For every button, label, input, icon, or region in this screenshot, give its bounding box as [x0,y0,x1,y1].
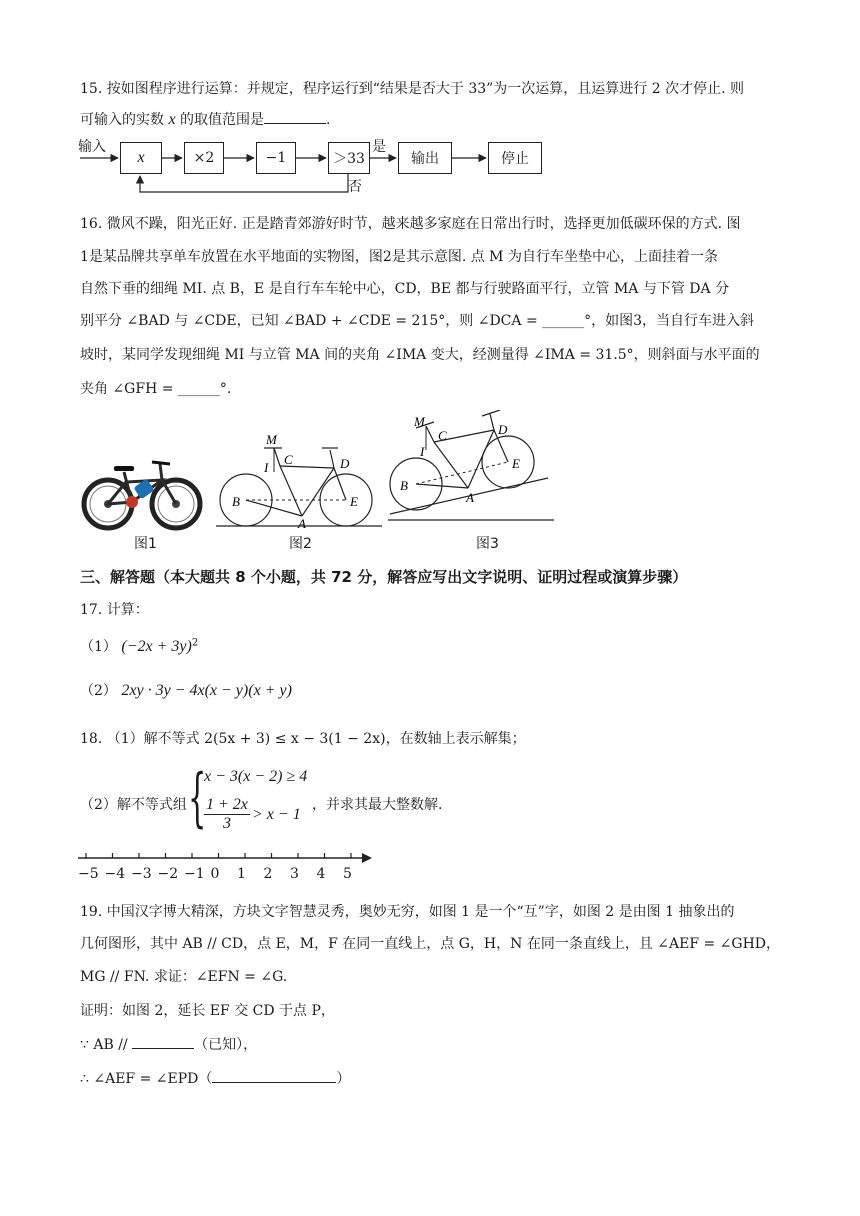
q18-sys-line1: x − 3(x − 2) ≥ 4 [204,768,308,785]
flow-yes-label: 是 [372,139,386,155]
flow-box-x-text: x [137,149,145,166]
q19-line6 [80,1068,350,1088]
fig3-label-C: C [438,428,447,443]
number-line-tick-label: −4 [104,866,126,882]
fig3-label-M: M [414,414,425,429]
fig2-label-A: A [298,516,306,530]
number-line-tick-label: 4 [316,866,326,882]
fig3-label-I: I [420,444,425,459]
q17-stem: 17. 计算： [80,602,149,618]
fig2-label-B: B [232,494,240,509]
q19-line1: 19. 中国汉字博大精深，方块文字智慧灵秀，奥妙无穷，如图 1 是一个“互”字，如图 2 是由图 1 抽象出的 [80,904,735,920]
q18-sys-fraction [204,796,250,833]
q19-line5 [80,1034,257,1054]
q18-sys-den: 3 [222,815,231,832]
bicycle-slope-figure3 [384,410,556,524]
fig3-label-D: D [498,422,508,437]
fig2-label-M: M [266,432,277,447]
q16-line4: 别平分 ∠BAD 与 ∠CDE，已知 ∠BAD + ∠CDE = 215°，则 ∠DCA = ______°，如图3，当自行车进入斜 [80,313,755,329]
fig2-label-I: I [264,460,269,475]
flow-box-minus1 [256,142,296,174]
q17-p1-sup: 2 [191,637,199,649]
number-line-tick-label: 3 [290,866,299,882]
number-line-tick-label: −2 [157,866,179,882]
q19-line4: 证明：如图 2，延长 EF 交 CD 于点 P， [80,1003,335,1019]
flow-box-stop-text: 停止 [501,151,529,167]
q17-p2-label: （2） [80,683,117,699]
q19-line6-a: ∴ ∠AEF = ∠EPD（ [80,1071,213,1087]
bicycle-diagram-figure2 [212,430,384,530]
number-line-tick-label: −5 [78,866,99,882]
q17-p1-label: （1） [80,639,117,655]
flow-box-stop [488,142,542,174]
q15-line2-end: . [326,112,331,128]
fig2-caption: 图2 [289,536,312,552]
number-line [76,848,376,868]
flow-box-gt33-text: ＞33 [333,151,365,167]
number-line-tick-label: −3 [131,866,152,882]
q17-part1 [80,636,198,656]
q16-line1: 16. 微风不躁，阳光正好. 正是踏青郊游好时节，越来越多家庭在日常出行时，选择更加低碳环保的方式. 图 [80,216,741,232]
q15-line1: 15. 按如图程序进行运算：并规定，程序运行到“结果是否大于 33”为一次运算，且运算进行 2 次才停止. 则 [80,81,744,97]
q17-p2-expr: 2xy · 3y − 4x(x − y)(x + y) [121,682,292,699]
bicycle-photo-figure1 [80,452,204,532]
q16-line6: 夹角 ∠GFH = ______°. [80,381,232,397]
flow-input-label: 输入 [78,139,106,155]
q19-line6-b: ） [336,1071,351,1087]
fig2-label-E: E [350,494,358,509]
q18-system-brace: { [188,761,207,835]
q16-line5: 坡时，某同学发现细绳 MI 与立管 MA 间的夹角 ∠IMA 变大，经测量得 ∠IMA = 31.5°，则斜面与水平面的 [80,347,760,363]
fig2-label-C: C [284,452,293,467]
q17-part2 [80,680,292,700]
q19-line2: 几何图形，其中 AB // CD，点 E，M，F 在同一直线上，点 G，H，N 在同一条直线上，且 ∠AEF = ∠GHD， [80,936,781,952]
flow-box-minus1-text: −1 [265,150,287,166]
q16-line3: 自然下垂的细绳 MI. 点 B，E 是自行车车轮中心，CD，BE 都与行驶路面平行，立管 MA 与下管 DA 分 [80,281,730,297]
q16-line2: 1是某品牌共享单车放置在水平地面的实物图，图2是其示意图. 点 M 为自行车坐垫中心，上面挂着一条 [80,249,718,265]
number-line-tick-label: 0 [210,866,220,882]
number-line-tick-label: −1 [184,866,205,882]
q19-blank-1 [132,1035,194,1049]
flow-no-label: 否 [348,179,362,195]
q19-line5-b: （已知）， [194,1037,258,1053]
q19-blank-2 [212,1069,336,1083]
number-line-tick-label: 2 [263,866,273,882]
flow-box-times2 [184,142,224,174]
q18-part1: 18. （1）解不等式 2(5x + 3) ≤ x − 3(1 − 2x)，在数轴上表示解集； [80,731,526,747]
section3-title: 三、解答题（本大题共 8 个小题，共 72 分，解答应写出文字说明、证明过程或演算步骤） [80,568,688,586]
q18-sys-num: 1 + 2x [206,796,248,813]
q18-sys-rest: > x − 1 [252,806,301,823]
fig3-label-B: B [400,478,408,493]
q15-line2-b: 的取值范围是 [175,112,265,128]
q15-flowchart [78,136,548,196]
fig3-label-A: A [466,490,474,505]
flow-box-output [398,142,452,174]
fig1-caption: 图1 [134,536,157,552]
flow-box-x [120,142,162,174]
fig2-label-D: D [340,456,350,471]
q19-line3: MG // FN. 求证：∠EFN = ∠G. [80,969,288,985]
q17-p1-expr: (−2x + 3y) [121,638,192,655]
number-line-tick-label: 5 [343,866,352,882]
q18-p2-label: （2）解不等式组 [80,797,187,813]
q15-line2 [80,109,330,129]
flow-box-gt33 [328,142,370,174]
q18-p2-tail: ，并求其最大整数解. [312,797,443,813]
flow-box-times2-text: ×2 [193,150,215,166]
q19-line5-a: ∵ AB // [80,1037,128,1053]
fig3-caption: 图3 [476,536,499,552]
flow-box-output-text: 输出 [411,151,439,167]
q15-answer-blank [264,110,326,124]
fig3-label-E: E [512,456,520,471]
q15-line2-a: 可输入的实数 [80,112,169,128]
number-line-tick-label: 1 [237,866,246,882]
q15-var-x: x [168,111,176,128]
